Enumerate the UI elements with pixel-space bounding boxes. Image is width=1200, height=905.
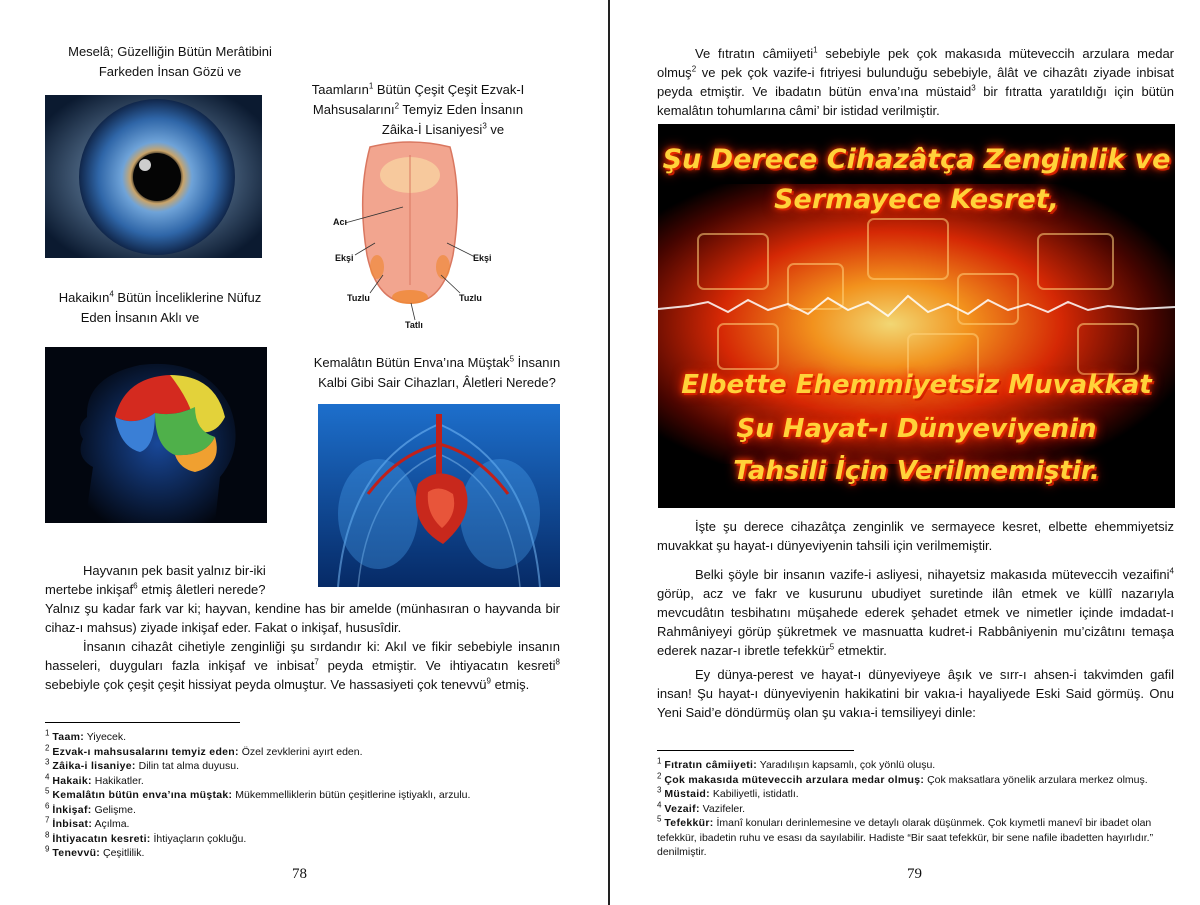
page-number-left: 78 (292, 866, 307, 882)
banner-line-1: Şu Derece Cihazâtça Zenginlik ve (662, 144, 1171, 175)
footnote: $^1$ Taam: Yiyecek. (45, 728, 127, 743)
footnote: $^4$ Vezaif: Vazifeler. (657, 800, 746, 815)
page-number-right: 79 (907, 866, 922, 882)
quote-banner (658, 124, 1175, 508)
footnote: $^4$ Hakaik: Hakikatler. (45, 772, 144, 787)
banner-line-5: Tahsili İçin Verilmemiştir. (733, 456, 1100, 486)
banner-line-3: Elbette Ehemmiyetsiz Muvakkat (681, 370, 1152, 400)
tongue-label-eksi-left: Ekşi (335, 253, 354, 263)
footnote: $^3$ Müstaid: Kabiliyetli, istidatlı. (657, 785, 799, 800)
tongue-label-eksi-right: Ekşi (473, 253, 492, 263)
tongue-label-tuzlu-left: Tuzlu (347, 293, 370, 303)
footnote: $^9$ Tenevvü: Çeşitlilik. (45, 844, 145, 859)
footnote: $^3$ Zâika-i lisaniye: Dilin tat alma duyusu. (45, 757, 239, 772)
caption-brain: Hakaikın$^4$ Bütün İnceliklerine Nüfuz Eden İnsanın Aklı ve (58, 289, 262, 325)
eye-image (45, 95, 262, 258)
right-footnote-rule (657, 750, 854, 751)
tongue-label-tuzlu-right: Tuzlu (459, 293, 482, 303)
tongue-diagram (325, 135, 500, 335)
left-paragraph-2: İnsanın cihazât cihetiyle zenginliği şu sırdandır ki: Akıl ve fikir sebebiyle insanın hasseleri, duyguları fazla inkişaf ve inbisat$^7$ peyda etmiştir. Ve ihtiyacatın kesreti$^8$ sebebiyle çok çeşit çeşit hissiyat peyda olmuştur. Ve hassasiyeti çok tenevvü$^9$ etmiş. (45, 639, 560, 692)
right-paragraph-4: Ey dünya-perest ve hayat-ı dünyeviyeye âşık ve sırr-ı ahsen-i takvimden gafil insan! Şu hayat-ı dünyeviyenin hakikatini bir vakıa-i hayaliyede Eski Said görmüş. Onu Yeni Said’e döndürmüş olan şu vakıa-i temsiliyeyi dinle: (657, 667, 1174, 720)
left-footnotes (45, 730, 560, 861)
caption-heart: Kemalâtın Bütün Enva’ına Müştak$^5$ İnsanın Kalbi Gibi Sair Cihazları, Âletleri Nerede? (313, 354, 561, 390)
footnote: $^7$ İnbisat: Açılma. (45, 815, 130, 830)
left-paragraph-1-cont: Yalnız şu kadar fark var ki; hayvan, kendine has bir amelde (münhasıran o hayvanda bir cihaz-ı mahsus) ziyade inkişaf eder. Fakat o inkişaf, hususîdir. (45, 601, 560, 635)
left-paragraph-1: Hayvanın pek basit yalnız bir-iki mertebe inkişaf$^6$ etmiş âletleri nerede? (45, 563, 266, 597)
right-paragraph-1: Ve fıtratın câmiiyeti$^1$ sebebiyle pek çok makasıda müteveccih arzulara medar olmuş$^2$ ve pek çok vazife-i fıtriyesi bulunduğu sebebiyle, âlât ve cihazâtı ziyade inbisat peyda etmiştir. Ve ibadatın bütün enva’ına müstaid$^3$ bir fıtratta yaratıldığı için bütün kemalâtın tohumlarına câmi’ bir istidad verilmiştir. (657, 45, 1174, 118)
footnote: $^1$ Fıtratın câmiiyeti: Yaradılışın kapsamlı, çok yönlü oluşu. (657, 756, 936, 771)
right-paragraph-3: Belki şöyle bir insanın vazife-i asliyesi, nihayetsiz makasıda müteveccih vezaifini$^4$ görüp, acz ve fakr ve kusurunu ubudiyet suretinde ilân etmek ve küllî nazarıyla mevcudâtın tesbihatını müşahede ederek şehadet etmek ve nimetler içinde imdadat-ı Rahmâniyeyi görüp şükretmek ve masnuatta kudret-i Rabbâniyenin mu’cizâtını temaşa ederek nazar-ı ibretle tefekkür$^5$ etmektir. (657, 566, 1174, 658)
brain-image (45, 347, 267, 523)
tongue-label-aci: Acı (333, 217, 348, 227)
left-footnote-rule (45, 722, 240, 723)
right-paragraph-2: İşte şu derece cihazâtça zenginlik ve sermayece kesret, elbette ehemmiyetsiz muvakkat şu hayat-ı dünyeviyenin tahsili için verilmemiştir. (657, 519, 1174, 553)
caption-eye: Meselâ; Güzelliğin Bütün Merâtibini Farkeden İnsan Gözü ve (68, 44, 272, 79)
footnote: $^8$ İhtiyacatın kesreti: İhtiyaçların çokluğu. (45, 830, 247, 845)
footnote: $^5$ Kemalâtın bütün enva’ına müştak: Mükemmelliklerin bütün çeşitlerine iştiyaklı, arzulu. (45, 786, 471, 801)
heart-image (318, 404, 560, 587)
banner-line-4: Şu Hayat-ı Dünyeviyenin (736, 414, 1097, 444)
page-divider (608, 0, 610, 905)
tongue-label-tatli: Tatlı (405, 320, 423, 330)
banner-line-2: Sermayece Kesret, (774, 184, 1059, 215)
footnote: $^5$ Tefekkür: İmanî konuları derinlemesine ve detaylı olarak düşünmek. Çok kıymetli manevî bir ibadet olan tefekkür, ibadetin ruhu ve esası da sayılabilir. Hadiste “Bir saat tefekkür, bir sene nafile ibadetten hayırlıdır.” denilmiştir. (657, 814, 1154, 858)
footnote: $^6$ İnkişaf: Gelişme. (45, 801, 136, 816)
caption-tongue: Taamların$^1$ Bütün Çeşit Çeşit Ezvak-I Mahsusalarını$^2$ Temyiz Eden İnsanın Zâika-İ Lisaniyesi$^3$ ve (311, 81, 525, 137)
right-footnotes (657, 758, 1174, 860)
footnote: $^2$ Çok makasıda müteveccih arzulara medar olmuş: Çok maksatlara yönelik arzulara merkez olmuş. (657, 771, 1148, 786)
footnote: $^2$ Ezvak-ı mahsusalarını temyiz eden: Özel zevklerini ayırt eden. (45, 743, 363, 758)
